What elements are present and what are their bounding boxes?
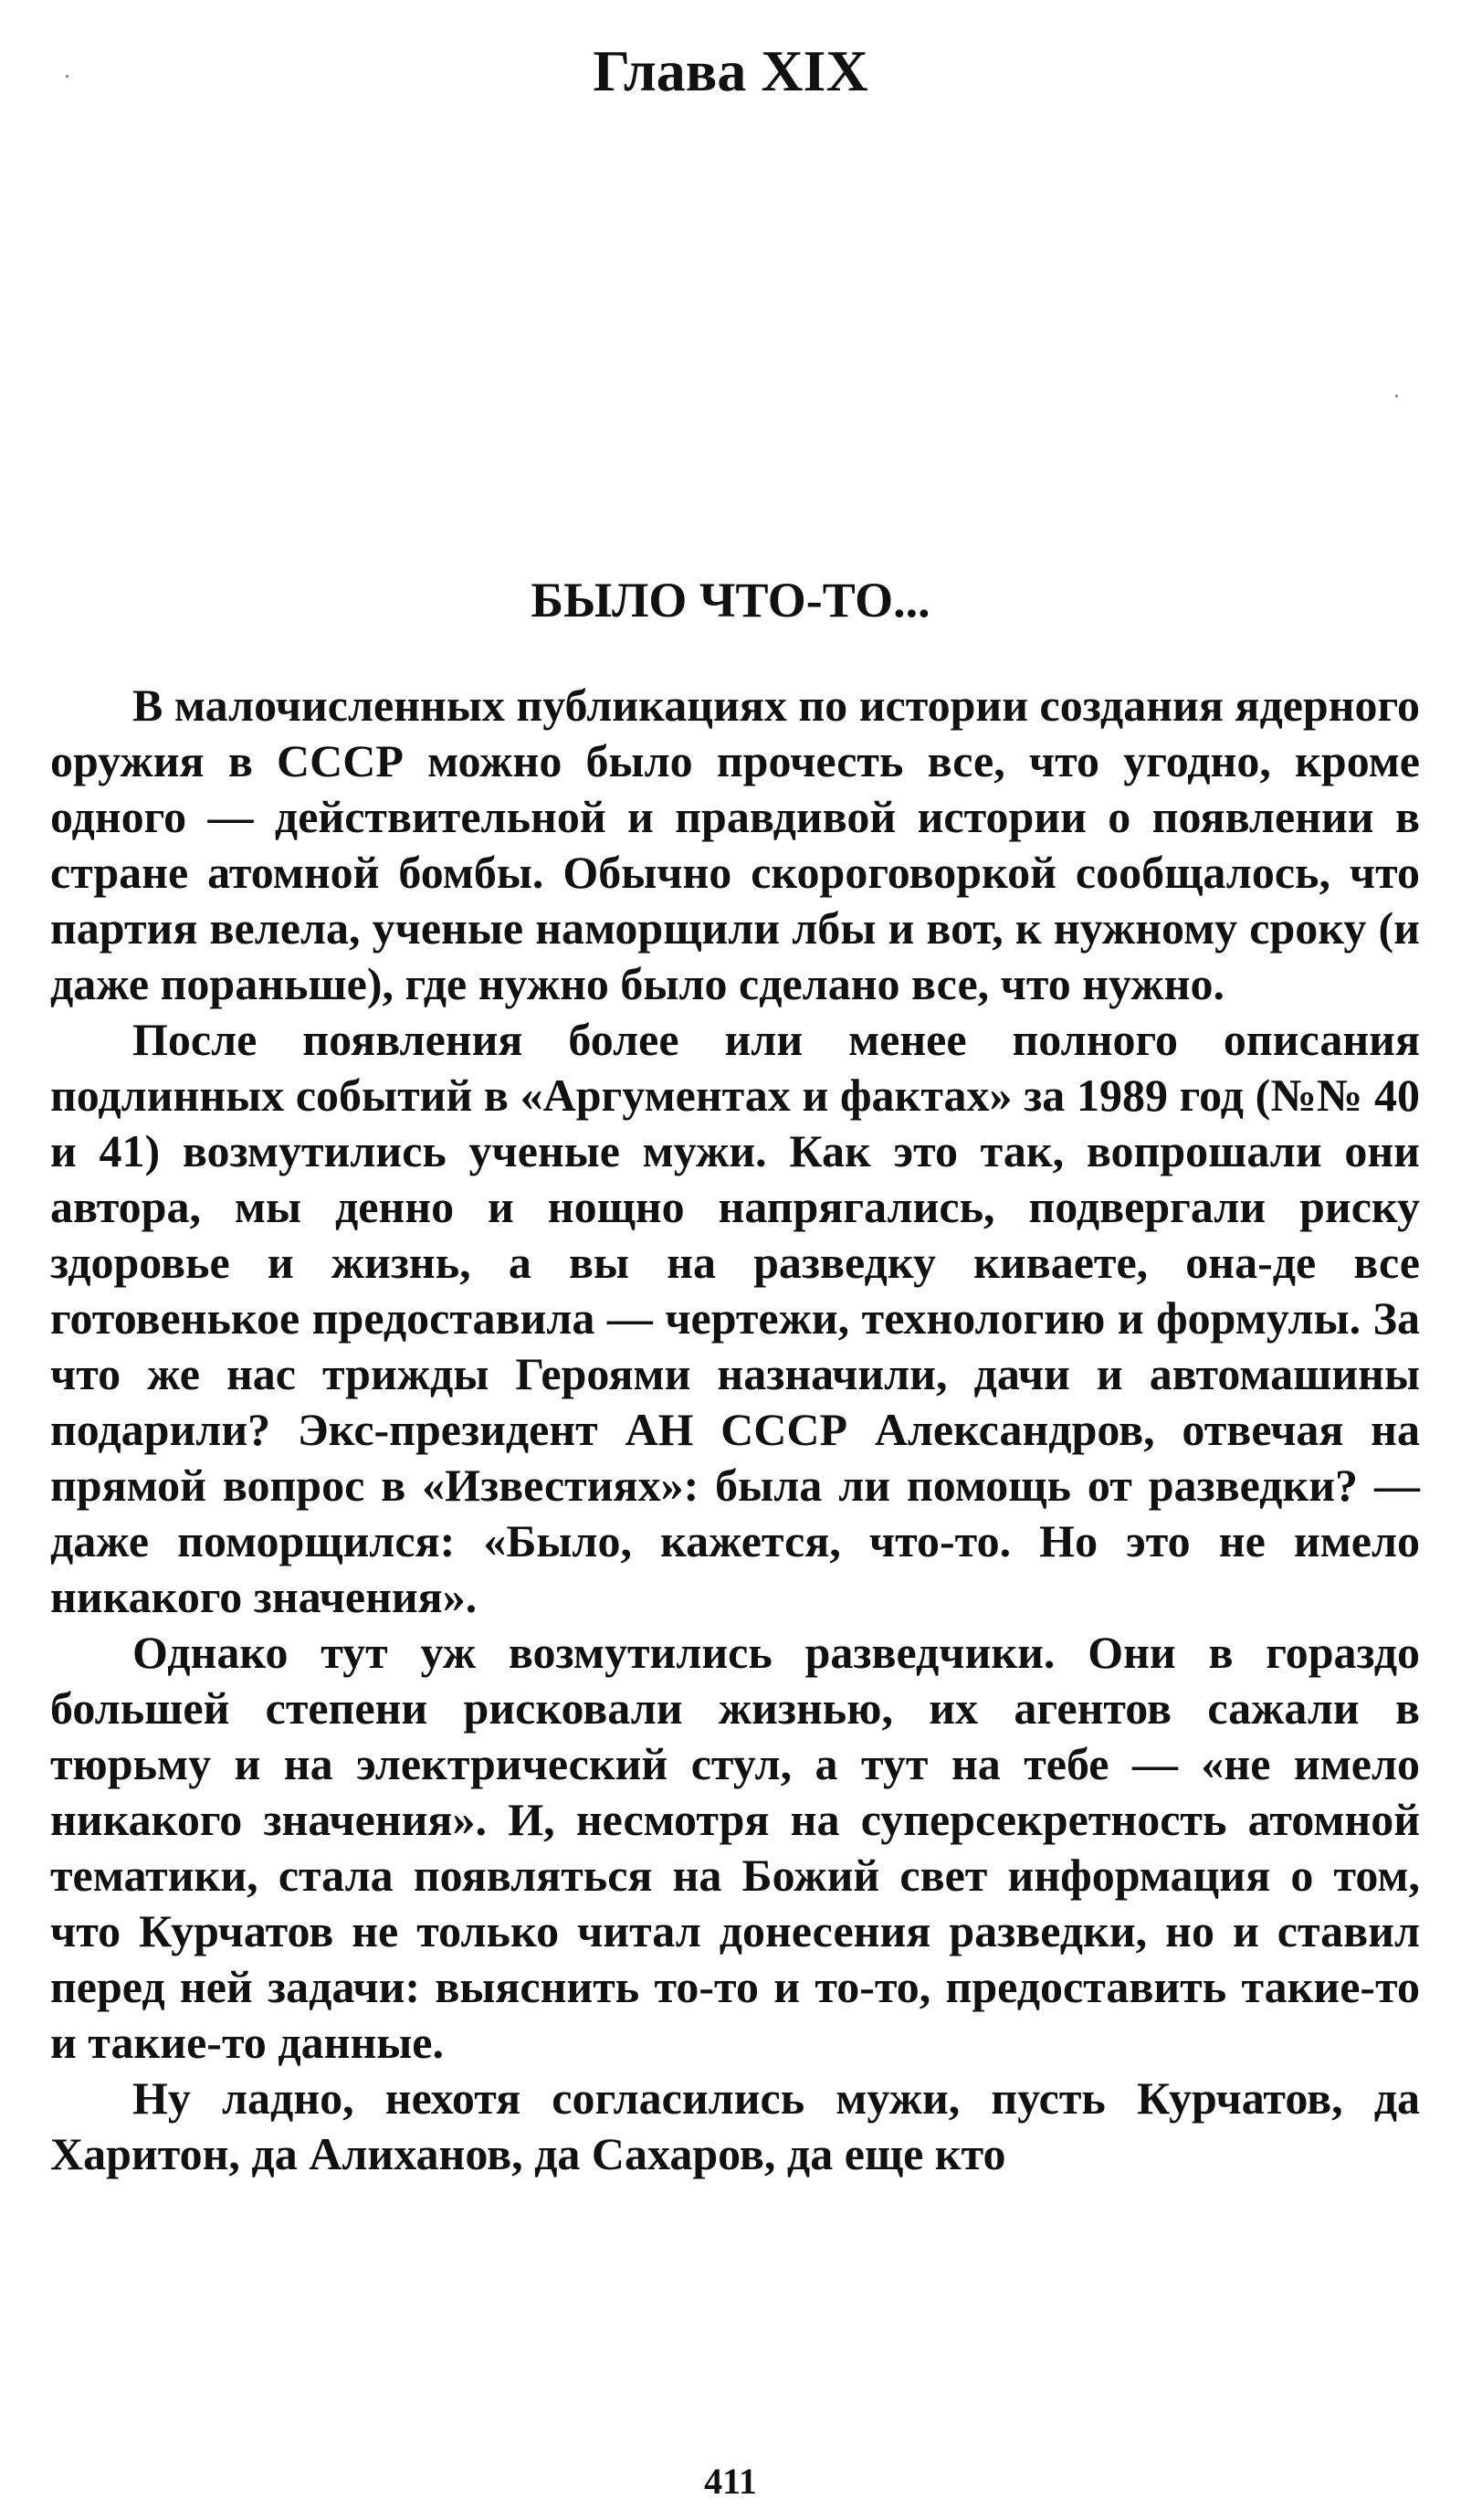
paragraph-3: Однако тут уж возмутились разведчики. Они в гораздо большей степени рисковали жизнью, их агентов сажали в тюрьму и на электрический стул, а тут на тебе — «не имело никакого значения». И, несмотря на суперсекретность атомной тематики, стала появляться на Божий свет информация о том, что Курчатов не только читал донесения разведки, но и ставил перед ней задачи: выяснить то-то и то-то, предоставить такие-то и такие-то данные.	[50, 1627, 1420, 2068]
chapter-title: Глава XIX	[593, 38, 868, 103]
scan-speck	[1395, 395, 1398, 397]
page-number: 411	[704, 2461, 757, 2502]
paragraph-4: Ну ладно, нехотя согласились мужи, пусть Курчатов, да Харитон, да Алиханов, да Сахаров, да еще кто	[50, 2072, 1420, 2179]
paragraph-1: В малочисленных публикациях по истории создания ядерного оружия в СССР можно было прочесть все, что угодно, кроме одного — действительной и правдивой истории о появлении в стране атомной бомбы. Обычно скороговоркой сообщалось, что партия велела, ученые наморщили лбы и вот, к нужному сроку (и даже пораньше), где нужно было сделано все, что нужно.	[50, 680, 1420, 1009]
scan-speck	[66, 75, 68, 78]
body-text	[50, 678, 1420, 2182]
section-title: БЫЛО ЧТО-ТО...	[531, 573, 930, 627]
paragraph-2: После появления более или менее полного описания подлинных событий в «Аргументах и фактах» за 1989 год (№№ 40 и 41) возмутились ученые мужи. Как это так, вопрошали они автора, мы денно и нощно напрягались, подвергали риску здоровье и жизнь, а вы на разведку киваете, она-де все готовенькое предоставила — чертежи, технологию и формулы. За что же нас трижды Героями назначили, дачи и автомашины подарили? Экс-президент АН СССР Александров, отвечая на прямой вопрос в «Известиях»: была ли помощь от разведки? — даже поморщился: «Было, кажется, что-то. Но это не имело никакого значения».	[50, 1014, 1420, 1622]
